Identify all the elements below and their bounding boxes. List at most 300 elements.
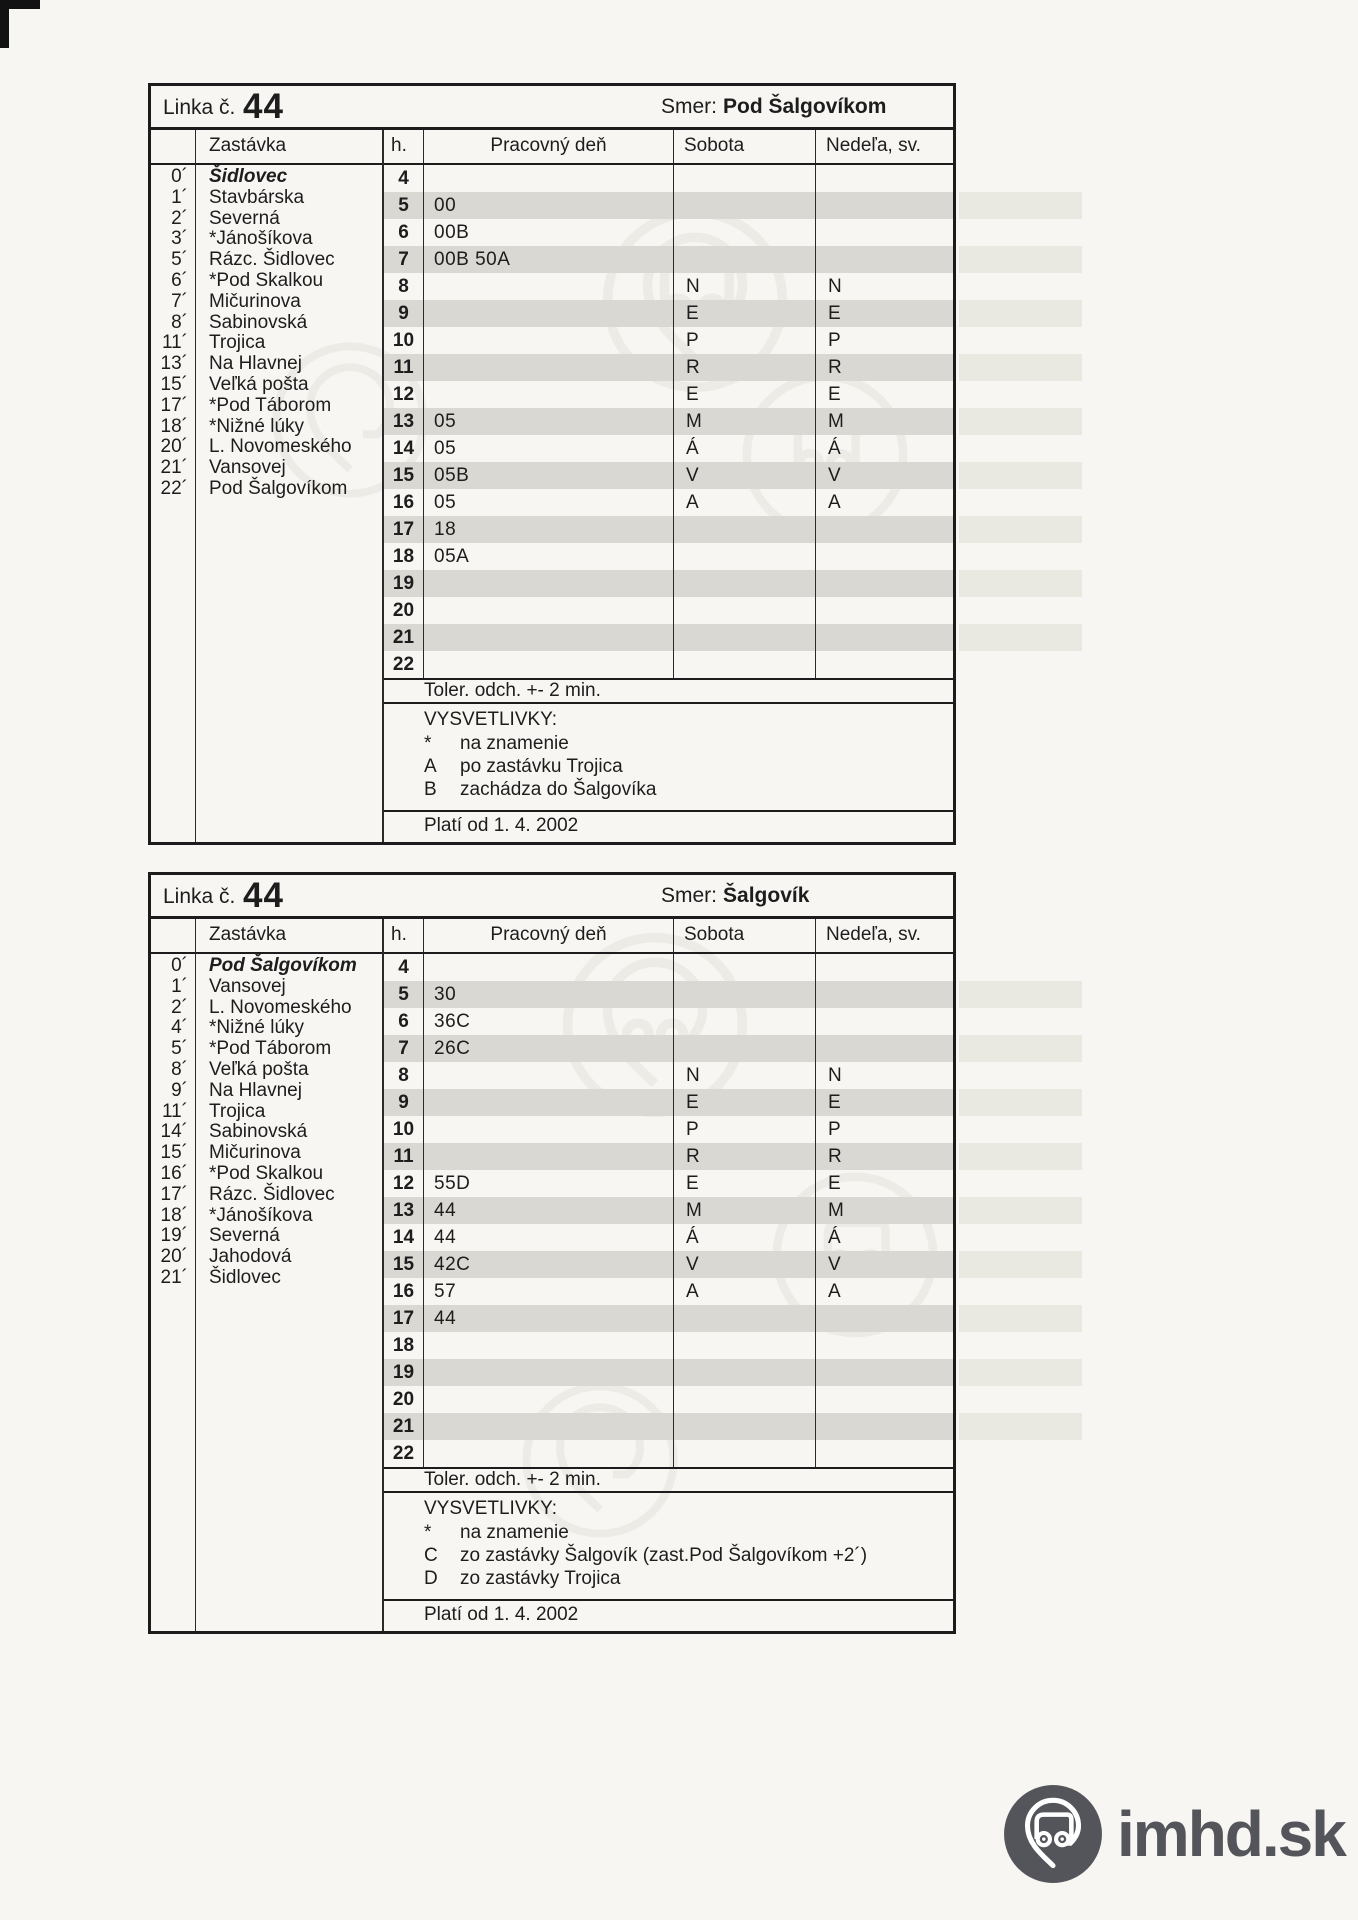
stop-row [151, 375, 382, 396]
stop-name: Sabinovská [209, 1121, 308, 1143]
sunday-column-header: Nedeľa, sv. [826, 135, 921, 156]
timetable-panel-direction-1 [148, 83, 956, 845]
workday-times-cell [424, 570, 674, 597]
stop-name: *Pod Táborom [209, 394, 332, 416]
stop-name: Severná [209, 207, 280, 229]
saturday-times-cell [674, 597, 816, 624]
hour-cell: 9 [384, 300, 424, 327]
stop-row [151, 1206, 382, 1227]
hour-cell: 5 [384, 192, 424, 219]
hour-row [384, 954, 953, 981]
legend-text: zachádza do Šalgovíka [460, 779, 657, 800]
hour-cell: 21 [384, 624, 424, 651]
stop-minute: 7´ [171, 290, 188, 312]
stop-name: Rázc. Šidlovec [209, 249, 335, 271]
workday-column-header: Pracovný deň [424, 130, 674, 163]
workday-times-cell [424, 954, 674, 981]
stop-row [151, 271, 382, 292]
hour-row [384, 300, 953, 327]
saturday-times-cell: E [674, 381, 816, 408]
valid-from-note: Platí od 1. 4. 2002 [382, 1599, 953, 1631]
saturday-times-cell [674, 624, 816, 651]
hour-row [384, 1170, 953, 1197]
stop-row [151, 1268, 382, 1289]
workday-times-cell: 05 [424, 489, 674, 516]
sunday-times-cell [816, 219, 953, 246]
sunday-times-cell: P [828, 1119, 841, 1140]
saturday-times-cell: A [674, 1278, 816, 1305]
stop-row [151, 1122, 382, 1143]
timetable-panel-direction-2 [148, 872, 956, 1634]
hour-row [384, 1116, 953, 1143]
saturday-times-cell: M [674, 1197, 816, 1224]
saturday-times-cell: V [674, 462, 816, 489]
legend-text: zo zastávky Trojica [460, 1568, 621, 1589]
stop-name: *Jánošíkova [209, 228, 313, 250]
tolerance-note: Toler. odch. +- 2 min. [382, 678, 953, 704]
stop-name: Trojica [209, 332, 266, 354]
workday-times-cell [424, 1413, 674, 1440]
stop-minute: 14´ [160, 1121, 188, 1143]
stop-minute: 17´ [160, 394, 188, 416]
workday-column-header: Pracovný deň [424, 919, 674, 952]
workday-times-cell [424, 1332, 674, 1359]
stop-name: Pod Šalgovíkom [209, 477, 348, 499]
hour-cell: 17 [384, 1305, 424, 1332]
legend-item [424, 1521, 953, 1544]
hour-row [384, 246, 953, 273]
direction-label: Smer: [661, 95, 718, 118]
stop-row [151, 354, 382, 375]
saturday-times-cell [674, 543, 816, 570]
sunday-times-cell [816, 597, 953, 624]
hour-cell: 7 [384, 1035, 424, 1062]
stop-minute: 17´ [160, 1183, 188, 1205]
hour-row [384, 1224, 953, 1251]
saturday-times-cell: P [674, 1116, 816, 1143]
workday-times-cell [424, 381, 674, 408]
stop-minute: 11´ [161, 332, 188, 354]
imhd-logo-text: imhd.sk [1117, 1798, 1345, 1870]
saturday-times-cell: E [674, 1089, 816, 1116]
workday-times-cell: 05B [424, 462, 674, 489]
hour-cell: 7 [384, 246, 424, 273]
hour-cell: 6 [384, 1008, 424, 1035]
hours-grid [384, 954, 953, 1467]
saturday-times-cell [674, 1332, 816, 1359]
legend-items [424, 732, 953, 801]
saturday-times-cell [674, 192, 816, 219]
hour-cell: 18 [384, 543, 424, 570]
hour-row [384, 570, 953, 597]
stop-minute: 21´ [160, 457, 188, 479]
sunday-times-cell: E [828, 384, 841, 405]
stop-column-header: Zastávka [209, 135, 287, 156]
legend-symbol: * [424, 733, 432, 754]
column-divider [382, 919, 384, 1631]
stop-minute: 5´ [171, 1038, 188, 1060]
hour-row [384, 651, 953, 678]
hour-row [384, 1143, 953, 1170]
hour-cell: 10 [384, 327, 424, 354]
sunday-times-cell: Á [828, 438, 841, 459]
stop-name: *Pod Táborom [209, 1038, 332, 1060]
stop-name: Vansovej [209, 975, 286, 997]
stop-name: Severná [209, 1225, 280, 1247]
direction-value: Šalgovík [723, 884, 810, 907]
hour-row [384, 1197, 953, 1224]
stop-name: Jahodová [209, 1246, 292, 1268]
sunday-times-cell: P [828, 330, 841, 351]
stop-name: *Nižné lúky [209, 415, 305, 437]
stop-row [151, 977, 382, 998]
hour-column-header: h. [382, 130, 424, 163]
hour-row [384, 981, 953, 1008]
saturday-times-cell: Á [674, 1224, 816, 1251]
stop-row [151, 1039, 382, 1060]
stop-minute: 8´ [171, 1058, 188, 1080]
sunday-times-cell [816, 1008, 953, 1035]
workday-times-cell [424, 165, 674, 192]
column-header-row [151, 130, 953, 165]
stop-name: Veľká pošta [209, 1058, 309, 1080]
imhd-logo [1002, 1783, 1345, 1885]
workday-times-cell: 42C [424, 1251, 674, 1278]
hour-cell: 5 [384, 981, 424, 1008]
sunday-times-cell [816, 1305, 953, 1332]
hour-cell: 8 [384, 273, 424, 300]
saturday-times-cell [674, 1413, 816, 1440]
minutes-column-header [151, 130, 196, 163]
direction-value: Pod Šalgovíkom [723, 95, 887, 118]
saturday-times-cell: A [674, 489, 816, 516]
saturday-times-cell [674, 246, 816, 273]
sunday-times-cell: V [828, 465, 841, 486]
saturday-times-cell [674, 1386, 816, 1413]
legend-symbol: B [424, 779, 437, 800]
workday-times-cell: 30 [424, 981, 674, 1008]
legend-item [424, 1567, 953, 1590]
sunday-times-cell [816, 165, 953, 192]
workday-times-cell [424, 1386, 674, 1413]
legend-title: VYSVETLIVKY: [424, 709, 558, 730]
legend-item [424, 732, 953, 755]
line-label: Linka č. [163, 885, 236, 908]
saturday-times-cell: N [674, 273, 816, 300]
saturday-times-cell [674, 1008, 816, 1035]
sunday-times-cell: R [828, 1146, 842, 1167]
stop-row [151, 1185, 382, 1206]
sunday-times-cell [816, 1413, 953, 1440]
legend-text: na znamenie [460, 1522, 569, 1543]
legend [382, 704, 953, 810]
stop-name: *Pod Skalkou [209, 269, 324, 291]
stop-minute: 4´ [171, 1017, 188, 1039]
sunday-times-cell: M [828, 1200, 844, 1221]
sunday-times-cell: V [828, 1254, 841, 1275]
scan-artifact [0, 0, 9, 48]
hour-cell: 4 [384, 954, 424, 981]
stop-row [151, 1164, 382, 1185]
valid-from-note: Platí od 1. 4. 2002 [382, 810, 953, 842]
saturday-times-cell [674, 1359, 816, 1386]
workday-times-cell [424, 1143, 674, 1170]
hour-cell: 12 [384, 1170, 424, 1197]
tolerance-note: Toler. odch. +- 2 min. [382, 1467, 953, 1493]
stop-minute: 11´ [161, 1100, 188, 1122]
hour-cell: 14 [384, 435, 424, 462]
saturday-times-cell [674, 651, 816, 678]
stop-row [151, 1247, 382, 1268]
stop-minute: 6´ [171, 269, 188, 291]
stop-row [151, 956, 382, 977]
saturday-times-cell [674, 954, 816, 981]
stop-row [151, 1102, 382, 1123]
stop-minute: 21´ [160, 1266, 188, 1288]
stop-name: Stavbárska [209, 186, 305, 208]
sunday-times-cell [816, 543, 953, 570]
legend-item [424, 755, 953, 778]
workday-times-cell [424, 1440, 674, 1467]
saturday-times-cell: V [674, 1251, 816, 1278]
hour-row [384, 381, 953, 408]
stop-name: Šidlovec [209, 166, 288, 187]
sunday-times-cell: M [828, 411, 844, 432]
saturday-times-cell: R [674, 1143, 816, 1170]
sunday-times-cell: A [828, 1281, 841, 1302]
column-header-row [151, 919, 953, 954]
hour-cell: 11 [384, 354, 424, 381]
stop-row [151, 479, 382, 500]
hour-cell: 9 [384, 1089, 424, 1116]
sunday-times-cell [816, 1440, 953, 1467]
stop-row [151, 998, 382, 1019]
stop-name: Rázc. Šidlovec [209, 1183, 335, 1205]
hour-cell: 14 [384, 1224, 424, 1251]
stop-column-header: Zastávka [209, 924, 287, 945]
pin-bus-icon [1002, 1783, 1104, 1885]
column-divider [195, 130, 196, 842]
stop-minute: 0´ [171, 955, 188, 976]
sunday-times-cell [816, 1035, 953, 1062]
workday-times-cell: 00 [424, 192, 674, 219]
workday-times-cell [424, 1116, 674, 1143]
workday-times-cell: 55D [424, 1170, 674, 1197]
saturday-times-cell [674, 570, 816, 597]
workday-times-cell [424, 597, 674, 624]
stop-name: Mičurinova [209, 290, 301, 312]
legend-title: VYSVETLIVKY: [424, 1498, 558, 1519]
stop-minute: 0´ [171, 166, 188, 187]
stop-name: Na Hlavnej [209, 1079, 302, 1101]
stop-minute: 13´ [160, 353, 188, 375]
stop-minute: 2´ [171, 996, 188, 1018]
stop-row [151, 313, 382, 334]
hour-row [384, 435, 953, 462]
saturday-times-cell [674, 1305, 816, 1332]
legend-symbol: C [424, 1545, 438, 1566]
direction [661, 95, 886, 119]
stop-minute: 1´ [171, 975, 188, 997]
sunday-times-cell: R [828, 357, 842, 378]
workday-times-cell: 00B 50A [424, 246, 674, 273]
stop-minute: 18´ [160, 1204, 188, 1226]
saturday-times-cell [674, 219, 816, 246]
workday-times-cell: 44 [424, 1305, 674, 1332]
hour-cell: 20 [384, 597, 424, 624]
stop-row [151, 437, 382, 458]
workday-times-cell: 44 [424, 1224, 674, 1251]
workday-times-cell: 00B [424, 219, 674, 246]
legend-item [424, 778, 953, 801]
stop-row [151, 292, 382, 313]
hour-row [384, 408, 953, 435]
legend-text: po zastávku Trojica [460, 756, 623, 777]
stop-name: Veľká pošta [209, 373, 309, 395]
workday-times-cell [424, 1089, 674, 1116]
hour-cell: 22 [384, 1440, 424, 1467]
hour-cell: 11 [384, 1143, 424, 1170]
sunday-times-cell [816, 516, 953, 543]
hour-row [384, 1278, 953, 1305]
stop-name: L. Novomeského [209, 436, 352, 458]
stop-name: Mičurinova [209, 1142, 301, 1164]
stop-minute: 2´ [171, 207, 188, 229]
line-label: Linka č. [163, 96, 236, 119]
hour-row [384, 1008, 953, 1035]
hour-row [384, 489, 953, 516]
hours-grid [384, 165, 953, 678]
hour-cell: 13 [384, 408, 424, 435]
stop-row [151, 333, 382, 354]
stop-minute: 5´ [171, 249, 188, 271]
hour-row [384, 516, 953, 543]
hour-row [384, 1251, 953, 1278]
workday-times-cell [424, 300, 674, 327]
sunday-times-cell: E [828, 1173, 841, 1194]
workday-times-cell: 44 [424, 1197, 674, 1224]
hour-row [384, 624, 953, 651]
hour-cell: 15 [384, 1251, 424, 1278]
stop-minute: 9´ [171, 1079, 188, 1101]
saturday-times-cell [674, 516, 816, 543]
legend [382, 1493, 953, 1599]
stop-row [151, 1143, 382, 1164]
stop-row [151, 1226, 382, 1247]
panel-title-row [151, 875, 953, 919]
saturday-times-cell: E [674, 1170, 816, 1197]
direction-label: Smer: [661, 884, 718, 907]
panel-title-row [151, 86, 953, 130]
hour-row [384, 462, 953, 489]
legend-symbol: * [424, 1522, 432, 1543]
stop-name: *Jánošíkova [209, 1204, 313, 1226]
workday-times-cell: 57 [424, 1278, 674, 1305]
hour-cell: 16 [384, 1278, 424, 1305]
hour-cell: 12 [384, 381, 424, 408]
hour-cell: 20 [384, 1386, 424, 1413]
hour-row [384, 165, 953, 192]
sunday-times-cell: N [828, 1065, 842, 1086]
stop-minute: 1´ [171, 186, 188, 208]
hour-row [384, 354, 953, 381]
hour-cell: 8 [384, 1062, 424, 1089]
legend-text: na znamenie [460, 733, 569, 754]
saturday-times-cell [674, 165, 816, 192]
hour-row [384, 543, 953, 570]
workday-times-cell: 05A [424, 543, 674, 570]
sunday-times-cell [816, 981, 953, 1008]
stop-name: Sabinovská [209, 311, 308, 333]
hour-cell: 15 [384, 462, 424, 489]
hour-cell: 21 [384, 1413, 424, 1440]
stop-row [151, 396, 382, 417]
hour-cell: 4 [384, 165, 424, 192]
saturday-times-cell [674, 1035, 816, 1062]
legend-symbol: D [424, 1568, 438, 1589]
hour-row [384, 192, 953, 219]
legend-symbol: A [424, 756, 437, 777]
stop-row [151, 1081, 382, 1102]
sunday-times-cell: A [828, 492, 841, 513]
sunday-times-cell [816, 1386, 953, 1413]
sunday-times-cell [816, 1332, 953, 1359]
column-divider [195, 919, 196, 1631]
sunday-times-cell [816, 192, 953, 219]
saturday-column-header: Sobota [674, 130, 816, 163]
stop-name: L. Novomeského [209, 996, 352, 1018]
sunday-times-cell [816, 624, 953, 651]
hour-row [384, 219, 953, 246]
stop-minute: 3´ [171, 228, 188, 250]
legend-items [424, 1521, 953, 1590]
stops-list [151, 956, 382, 1289]
sunday-times-cell: Á [828, 1227, 841, 1248]
sunday-column-header: Nedeľa, sv. [826, 924, 921, 945]
stop-minute: 15´ [160, 373, 188, 395]
sunday-times-cell [816, 651, 953, 678]
legend-text: zo zastávky Šalgovík (zast.Pod Šalgovíkom +2´) [460, 1545, 868, 1566]
hour-cell: 6 [384, 219, 424, 246]
saturday-times-cell [674, 1440, 816, 1467]
stop-row [151, 250, 382, 271]
line-number: 44 [243, 87, 284, 126]
workday-times-cell [424, 624, 674, 651]
hour-row [384, 597, 953, 624]
stop-row [151, 167, 382, 188]
workday-times-cell: 05 [424, 408, 674, 435]
stop-minute: 18´ [160, 415, 188, 437]
saturday-times-cell: R [674, 354, 816, 381]
hour-row [384, 1035, 953, 1062]
workday-times-cell [424, 651, 674, 678]
saturday-times-cell: M [674, 408, 816, 435]
hour-row [384, 1089, 953, 1116]
minutes-column-header [151, 919, 196, 952]
hour-cell: 19 [384, 1359, 424, 1386]
hour-cell: 18 [384, 1332, 424, 1359]
workday-times-cell: 18 [424, 516, 674, 543]
sunday-times-cell: E [828, 303, 841, 324]
sunday-times-cell: E [828, 1092, 841, 1113]
stop-row [151, 188, 382, 209]
saturday-times-cell: P [674, 327, 816, 354]
stop-name: Šidlovec [209, 1266, 281, 1288]
hour-row [384, 1440, 953, 1467]
stop-row [151, 1018, 382, 1039]
stop-minute: 16´ [160, 1162, 188, 1184]
workday-times-cell [424, 273, 674, 300]
